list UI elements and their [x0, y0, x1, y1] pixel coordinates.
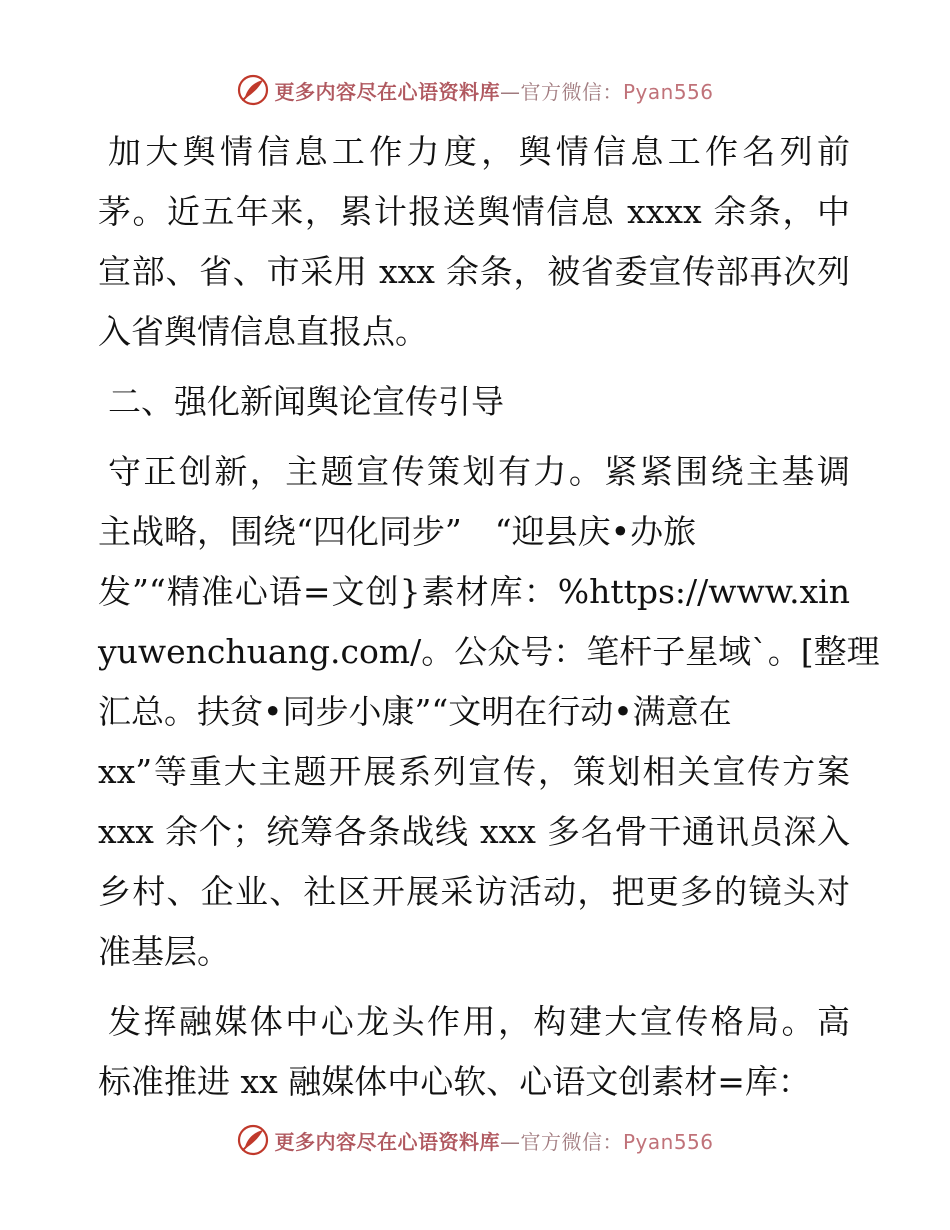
- section-heading: [98, 372, 850, 432]
- text-line: 准基层。: [98, 932, 230, 971]
- text-line: 守正创新，主题宣传策划有力。紧紧围绕主基调: [108, 452, 850, 491]
- feather-logo-icon: [236, 1123, 270, 1157]
- text-line: 发”“精准心语=文创}素材库：%https://www.xin: [98, 572, 850, 611]
- paragraph-1: [98, 122, 850, 362]
- paragraph-4: [98, 992, 850, 1112]
- text-line: 入省舆情信息直报点。: [98, 312, 428, 351]
- feather-logo-icon: [236, 73, 270, 107]
- header-banner: [0, 70, 950, 110]
- text-line: yuwenchuang.com/。公众号：笔杆子星域`。[整理: [98, 632, 880, 671]
- text-line: 乡村、企业、社区开展采访活动，把更多的镜头对: [98, 872, 850, 911]
- text-line: xxx 余个；统筹各条战线 xxx 多名骨干通讯员深入: [98, 812, 850, 851]
- text-line: 发挥融媒体中心龙头作用，构建大宣传格局。高: [108, 1002, 850, 1041]
- text-line: 宣部、省、市采用 xxx 余条，被省委宣传部再次列: [98, 252, 850, 291]
- heading-text: 二、强化新闻舆论宣传引导: [108, 382, 504, 421]
- text-line: 主战略，围绕“四化同步” “迎县庆•办旅: [98, 512, 697, 551]
- text-line: 标准推进 xx 融媒体中心软、心语文创素材=库：: [98, 1062, 811, 1101]
- banner-text: 更多内容尽在心语资料库—官方微信：Pyan556: [274, 1129, 714, 1154]
- document-body: [98, 122, 880, 1112]
- banner-text: 更多内容尽在心语资料库—官方微信：Pyan556: [274, 79, 714, 104]
- text-line: xx”等重大主题开展系列宣传，策划相关宣传方案: [98, 752, 850, 791]
- paragraph-3: [98, 442, 880, 982]
- text-line: 茅。近五年来，累计报送舆情信息 xxxx 余条，中: [98, 192, 850, 231]
- footer-banner: [0, 1120, 950, 1160]
- text-line: 汇总。扶贫•同步小康”“文明在行动•满意在: [98, 692, 732, 731]
- text-line: 加大舆情信息工作力度，舆情信息工作名列前: [108, 132, 850, 171]
